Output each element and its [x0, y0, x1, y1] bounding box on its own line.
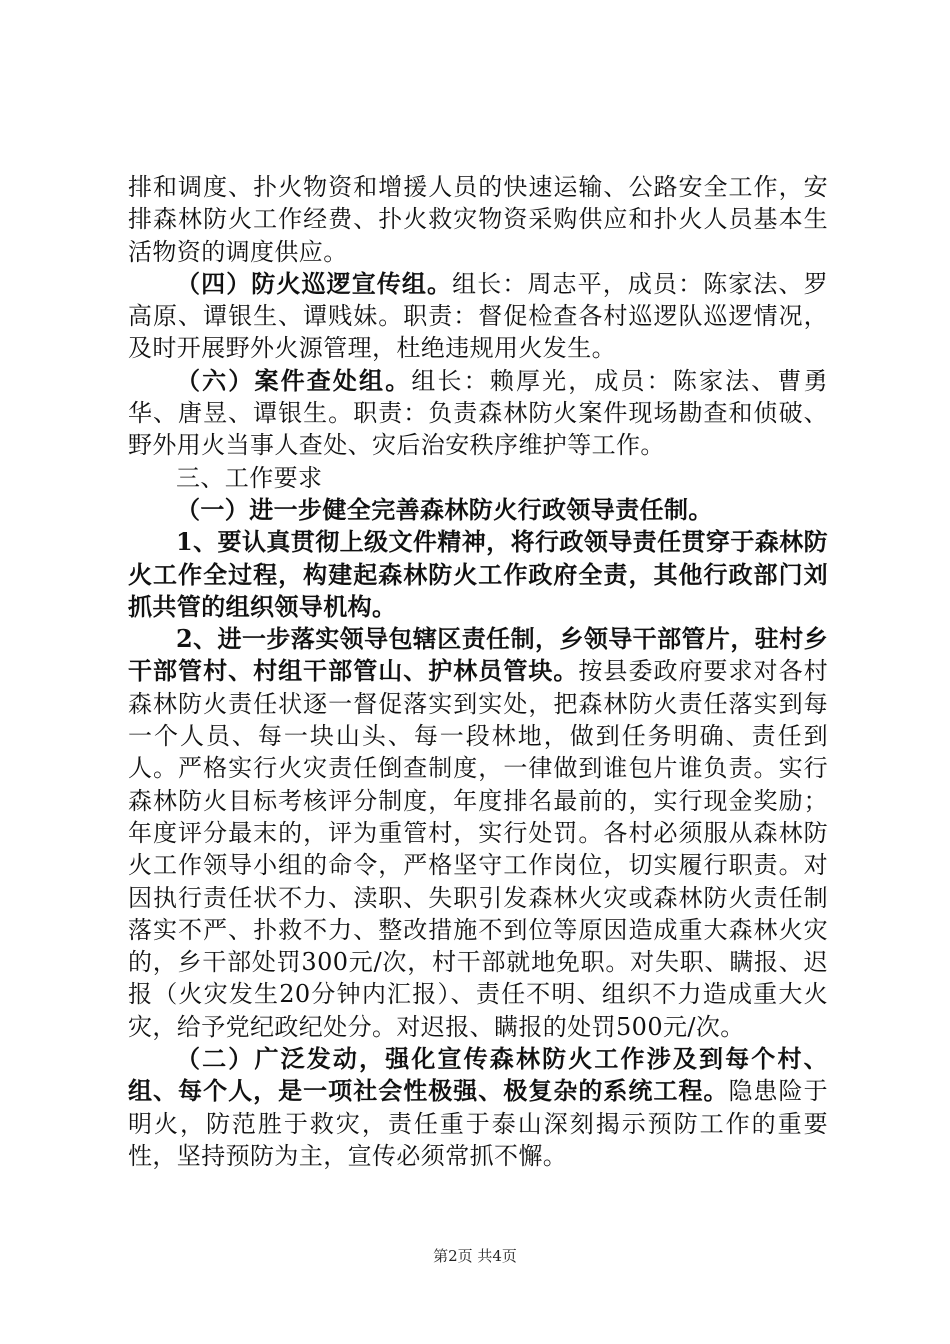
paragraph-heading: （六）案件查处组。	[176, 365, 412, 395]
section-heading: 三、工作要求	[176, 463, 323, 492]
paragraph-item-1: 1、要认真贯彻上级文件精神，将行政领导责任贯穿于森林防火工作全过程，构建起森林防火工作政府全责，其他行政部门刘抓共管的组织领导机构。	[128, 527, 828, 621]
document-body	[128, 171, 828, 1172]
paragraph-item-2: 2、进一步落实领导包辖区责任制，乡领导干部管片，驻村乡干部管村、村组干部管山、护林员管块。按县委政府要求对各村森林防火责任状逐一督促落实到实处，把森林防火责任落实到每一个人员、每一块山头、每一段林地，做到任务明确、责任到人。严格实行火灾责任倒查制度，一律做到谁包片谁负责。实行森林防火目标考核评分制度，年度排名最前的，实行现金奖励；年度评分最末的，评为重管村，实行处罚。各村必须服从森林防火工作领导小组的命令，严格坚守工作岗位，切实履行职责。对因执行责任状不力、渎职、失职引发森林火灾或森林防火责任制落实不严、扑救不力、整改措施不到位等原因造成重大森林火灾的，乡干部处罚300元/次，村干部就地免职。对失职、瞒报、迟报（火灾发生20分钟内汇报）、责任不明、组织不力造成重大火灾，给予党纪政纪处分。对迟报、瞒报的处罚500元/次。	[128, 624, 829, 1041]
paragraph-case-group: （六）案件查处组。组长：赖厚光，成员：陈家法、曹勇华、唐昱、谭银生。职责：负责森林防火案件现场勘查和侦破、野外用火当事人查处、灾后治安秩序维护等工作。	[128, 365, 828, 460]
paragraph-patrol-group: （四）防火巡逻宣传组。组长：周志平，成员：陈家法、罗高原、谭银生、谭贱妹。职责：督促检查各村巡逻队巡逻情况，及时开展野外火源管理，杜绝违规用火发生。	[128, 268, 828, 363]
subsection-heading: （一）进一步健全完善森林防火行政领导责任制。	[176, 494, 713, 524]
paragraph-publicity: （二）广泛发动，强化宣传森林防火工作涉及到每个村、组、每个人，是一项社会性极强、极复杂的系统工程。隐患险于明火，防范胜于救灾，责任重于泰山深刻揭示预防工作的重要性，坚持预防为主，宣传必须常抓不懈。	[128, 1044, 828, 1170]
paragraph-heading: 2、进一步落实领导包辖区责任制，乡领导干部管片，驻村乡干部管村、村组干部管山、护林员管块。	[128, 624, 828, 686]
paragraph-heading: （四）防火巡逻宣传组。	[176, 268, 453, 298]
paragraph-heading: （二）广泛发动，强化宣传森林防火工作涉及到每个村、组、每个人，是一项社会性极强、极复杂的系统工程。	[128, 1044, 828, 1106]
page-number-footer: 第2页 共4页	[433, 1247, 517, 1265]
paragraph: 排和调度、扑火物资和增援人员的快速运输、公路安全工作，安排森林防火工作经费、扑火救灾物资采购供应和扑火人员基本生活物资的调度供应。	[128, 173, 828, 266]
